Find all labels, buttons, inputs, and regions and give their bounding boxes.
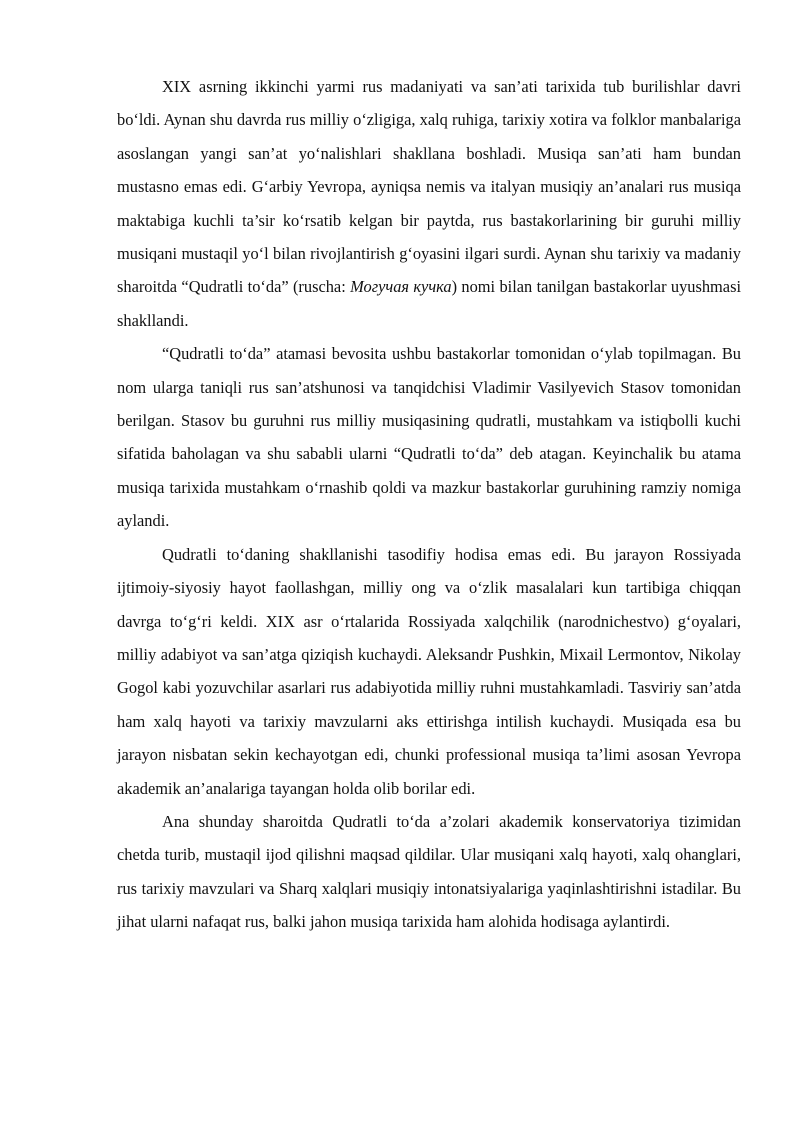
paragraph-4: Ana shunday sharoitda Qudratli to‘da a’zolari akademik konservatoriya tizimidan chetda turib, mustaqil ijod qilishni maqsad qildilar. Ular musiqani xalq hayoti, xalq ohanglari, rus tarixiy mavzulari va Sharq xalqlari musiqiy intonatsiyalariga yaqinlashtirishni istadilar. Bu jihat ularni nafaqat rus, balki jahon musiqa tarixida ham alohida hodisaga aylantirdi.	[117, 811, 741, 932]
paragraph-1-text-a: XIX asrning ikkinchi yarmi rus madaniyati va san’ati tarixida tub burilishlar davri bo‘ldi. Aynan shu davrda rus milliy o‘zligiga, xalq ruhiga, tarixiy xotira va folklor manbalariga asoslangan yangi san’at yo‘nalishlari shakllana boshladi. Musiqa san’ati ham bundan mustasno emas edi. G‘arbiy Yevropa, ayniqsa nemis va italyan musiqiy an’analari rus musiqa maktabiga kuchli ta’sir ko‘rsatib kelgan bir paytda, rus bastakorlarining bir guruhi milliy musiqani mustaqil yo‘l bilan rivojlantirish g‘oyasini ilgari surdi. Aynan shu tarixiy va madaniy sharoitda “Qudratli to‘da” (ruscha:	[117, 77, 741, 297]
paragraph-1	[117, 70, 741, 337]
paragraph-3: Qudratli to‘daning shakllanishi tasodifiy hodisa emas edi. Bu jarayon Rossiyada ijtimoiy-siyosiy hayot faollashgan, milliy ong va o‘zlik masalalari kun tartibiga chiqqan davrga to‘g‘ri keldi. XIX asr o‘rtalarida Rossiyada xalqchilik (narodnichestvo) g‘oyalari, milliy adabiyot va san’atga qiziqish kuchaydi. Aleksandr Pushkin, Mixail Lermontov, Nikolay Gogol kabi yozuvchilar asarlari rus adabiyotida milliy ruhni mustahkamladi. Tasviriy san’atda ham xalq hayoti va tarixiy mavzularni aks ettirishga intilish kuchaydi. Musiqada esa bu jarayon nisbatan sekin kechayotgan edi, chunki professional musiqa ta’limi asosan Yevropa akademik an’analariga tayangan holda olib borilar edi.	[117, 544, 741, 798]
russian-term: Могучая кучка	[350, 277, 452, 297]
paragraph-2: “Qudratli to‘da” atamasi bevosita ushbu bastakorlar tomonidan o‘ylab topilmagan. Bu nom ularga taniqli rus san’atshunosi va tanqidchisi Vladimir Vasilyevich Stasov tomonidan berilgan. Stasov bu guruhni rus milliy musiqasining qudratli, mustahkam va istiqbolli kuchi sifatida baholagan va shu sababli ularni “Qudratli to‘da” deb atagan. Keyinchalik bu atama musiqa tarixida mustahkam o‘rnashib qoldi va mazkur bastakorlar guruhining ramziy nomiga aylandi.	[117, 344, 741, 531]
paragraph-1-text-b: ) nomi bilan tanilgan bastakorlar uyushmasi shakllandi.	[117, 277, 741, 330]
document-page	[117, 70, 741, 939]
